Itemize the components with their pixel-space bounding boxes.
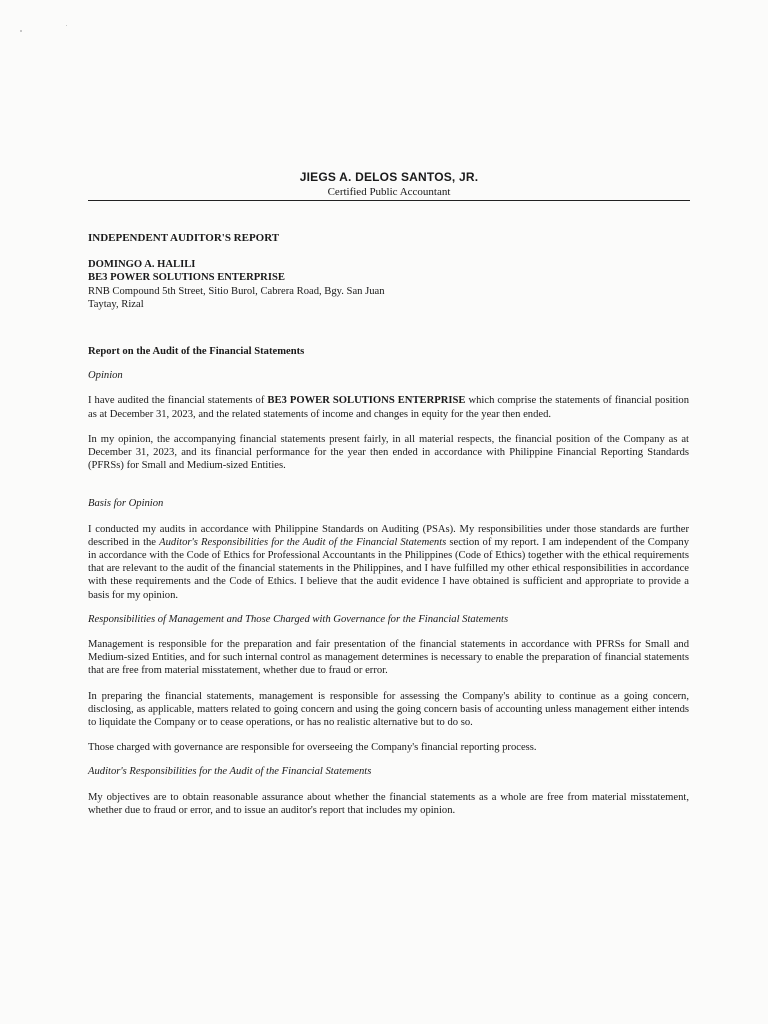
opinion-p1-company: BE3 POWER SOLUTIONS ENTERPRISE: [267, 395, 466, 407]
basis-heading: Basis for Opinion: [88, 498, 164, 510]
opinion-paragraph-1: [88, 394, 689, 420]
opinion-p1-text-end: which comprise the statements of financial position as at December 31, 2023, and the related statements of income and changes in equity for the year then ended.: [88, 395, 690, 420]
addressee-address-line1: RNB Compound 5th Street, Sitio Burol, Cabrera Road, Bgy. San Juan: [88, 285, 385, 297]
letterhead: [88, 170, 690, 198]
addressee-name: DOMINGO A. HALILI: [88, 259, 196, 271]
basis-paragraph-1: [88, 523, 689, 602]
management-heading: Responsibilities of Management and Those Charged with Governance for the Financial Statements: [88, 613, 509, 625]
management-paragraph-1: Management is responsible for the preparation and fair presentation of the financial statements in accordance with PFRSs for Small and Medium-sized Entities, and for such internal control as management determines is necessary to enable the preparation of financial statements that are free from material misstatement, whether due to fraud or error.: [88, 639, 689, 677]
scan-speck: [20, 30, 22, 32]
scan-speck: [66, 25, 67, 26]
letterhead-rule: [88, 200, 690, 201]
opinion-paragraph-2: In my opinion, the accompanying financial statements present fairly, in all material respects, the financial position of the Company as at December 31, 2023, and its financial performance for the year then ended in accordance with Philippine Financial Reporting Standards (PFRSs) for Small and Medium-sized Entities.: [88, 433, 689, 472]
auditor-paragraph-1: My objectives are to obtain reasonable assurance about whether the financial statements as a whole are free from material misstatement, whether due to fraud or error, and to issue an auditor's report that includes my opinion.: [88, 791, 689, 816]
management-paragraph-3: Those charged with governance are responsible for overseeing the Company's financial reporting process.: [88, 742, 537, 754]
accountant-name: JIEGS A. DELOS SANTOS, JR.: [299, 170, 479, 184]
auditor-heading: Auditor's Responsibilities for the Audit of the Financial Statements: [88, 766, 372, 778]
addressee-block: [88, 258, 689, 311]
report-body: [88, 232, 689, 817]
accountant-title: Certified Public Accountant: [327, 186, 451, 198]
basis-p1-text-end: section of my report. I am independent of the Company in accordance with the Code of Ethics for Professional Accountants in the Philippines (Code of Ethics) together with the ethical requirements that are relevant to the audit of the financial statements in the Philippines, and I have fulfilled my other ethical responsibilities in accordance with these requirements and the Code of Ethics. I believe that the audit evidence I have obtained is sufficient and appropriate to provide a basis for my opinion.: [88, 536, 689, 601]
basis-p1-italic: Auditor's Responsibilities for the Audit of the Financial Statements: [159, 536, 447, 548]
management-paragraph-2: In preparing the financial statements, management is responsible for assessing the Company's ability to continue as a going concern, disclosing, as applicable, matters related to going concern and using the going concern basis of accounting unless management either intends to liquidate the Company or to cease operations, or has no realistic alternative but to do so.: [88, 690, 689, 729]
opinion-p1-text: I have audited the financial statements of: [88, 395, 268, 407]
basis-p1-text: I conducted my audits in accordance with Philippine Standards on Auditing (PSAs). My responsibilities under those standards are further described in the: [88, 523, 689, 548]
section-heading: Report on the Audit of the Financial Statements: [88, 346, 305, 358]
addressee-company: BE3 POWER SOLUTIONS ENTERPRISE: [88, 272, 285, 284]
addressee-address-line2: Taytay, Rizal: [88, 298, 144, 310]
opinion-heading: Opinion: [88, 370, 123, 382]
report-title: INDEPENDENT AUDITOR'S REPORT: [88, 232, 280, 244]
